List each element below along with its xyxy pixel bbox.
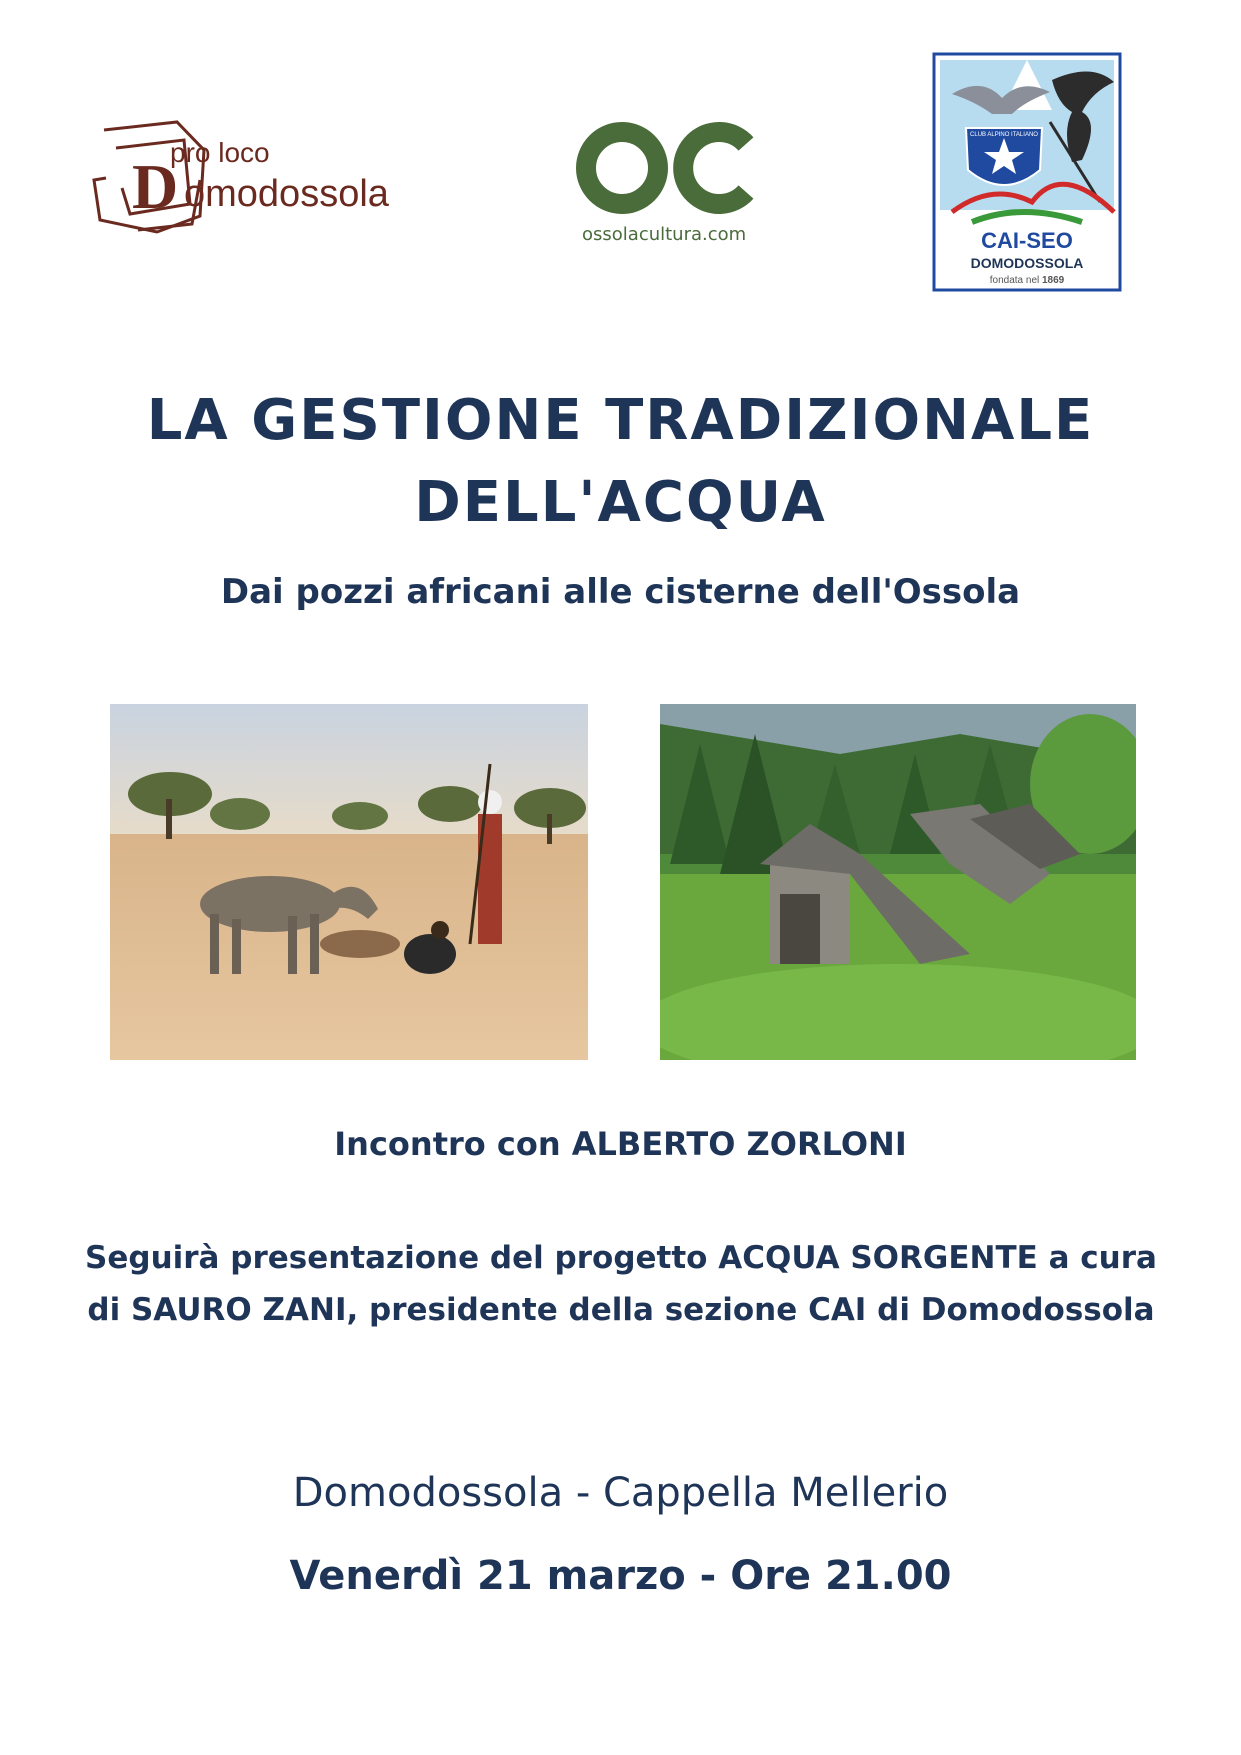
oc-site: ossolacultura.com [582, 224, 747, 245]
title-line-1: LA GESTIONE TRADIZIONALE [146, 388, 1095, 453]
cai-founded-label: fondata nel [989, 275, 1043, 286]
photo-alpine-ruin [660, 704, 1136, 1060]
cai-seo-emblem [932, 52, 1122, 292]
proloco-initial: D [132, 151, 179, 222]
cai-name: CAI-SEO [981, 228, 1073, 253]
proloco-line2: omodossola [184, 173, 389, 215]
meeting-line: Incontro con ALBERTO ZORLONI [334, 1125, 907, 1163]
cai-founded-year: 1869 [1042, 275, 1065, 286]
presentation-line-1: Seguirà presentazione del progetto ACQUA SORGENTE a cura [85, 1240, 1157, 1276]
subtitle: Dai pozzi africani alle cisterne dell'Ossola [220, 572, 1021, 612]
presentation-paragraph [46, 1232, 1196, 1336]
cai-city: DOMODOSSOLA [970, 255, 1084, 271]
event-datetime: Venerdì 21 marzo - Ore 21.00 [289, 1553, 952, 1599]
title-line-2: DELL'ACQUA [414, 470, 827, 535]
photo-african-well [110, 704, 588, 1060]
oc-logo-mark [570, 118, 770, 248]
cai-founded [990, 275, 1065, 286]
presentation-line-2: di SAURO ZANI, presidente della sezione CAI di Domodossola [87, 1292, 1155, 1328]
proloco-logo-mark [92, 120, 462, 240]
proloco-line1: pro loco [170, 137, 270, 168]
ossolacultura-logo [570, 118, 770, 248]
cai-ribbon: CLUB ALPINO ITALIANO [970, 132, 1038, 138]
event-location: Domodossola - Cappella Mellerio [292, 1470, 949, 1516]
cai-seo-logo [932, 52, 1122, 292]
proloco-logo [92, 120, 462, 240]
